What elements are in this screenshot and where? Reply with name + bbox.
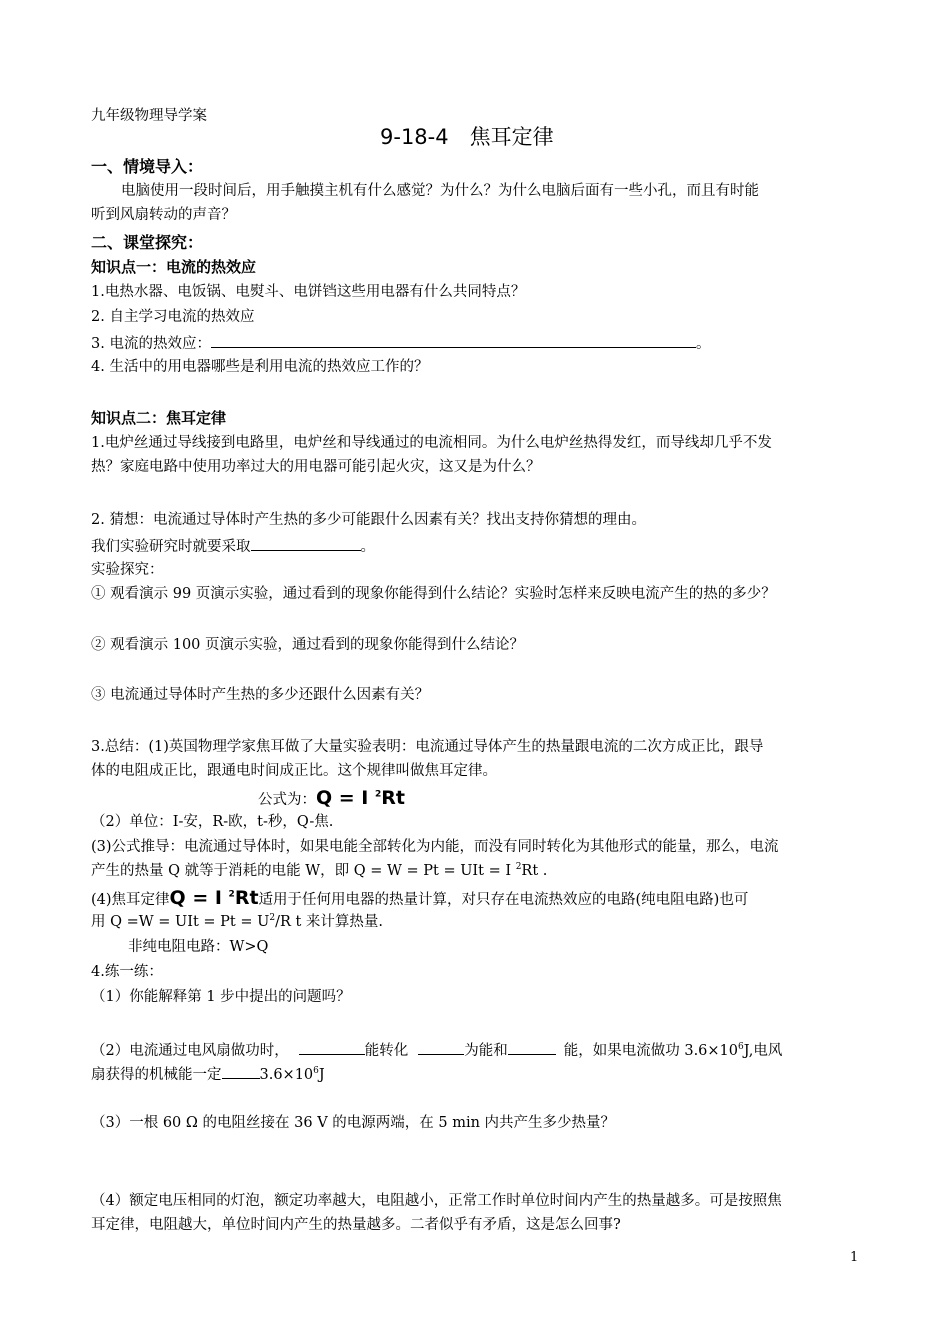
formula-line: [258, 786, 405, 812]
kp2-q2-line1: 2. 猜想：电流通过导体时产生热的多少可能跟什么因素有关？找出支持你猜想的理由。: [91, 512, 646, 528]
experiment-1: ① 观看演示 99 页演示实验，通过看到的现象你能得到什么结论？实验时怎样来反映电流产生的热的多少？: [91, 586, 776, 602]
section2-heading: 二、课堂探究：: [91, 233, 204, 252]
kp1-q4: 4. 生活中的用电器哪些是利用电流的热效应工作的？: [91, 359, 429, 375]
kp1-heading: 知识点一：电流的热效应: [91, 258, 257, 276]
page-number: 1: [850, 1250, 859, 1265]
kp2-q2-prefix: 我们实验研究时就要采取: [91, 539, 251, 555]
pr2-blank-4[interactable]: [222, 1063, 260, 1079]
derive-line1: (3)公式推导：电流通过导体时，如果电能全部转化为内能，而没有同时转化为其他形式的能量，那么，电流: [91, 839, 779, 855]
law-formula-a: Q = I: [169, 887, 229, 909]
experiment-2: ② 观看演示 100 页演示实验，通过看到的现象你能得到什么结论？: [91, 637, 525, 653]
pr2-exponent-1: 6: [738, 1042, 744, 1053]
page-title: 9-18-4 焦耳定律: [380, 125, 554, 149]
law-prefix: (4)焦耳定律: [91, 892, 170, 908]
derive-exponent: 2: [515, 862, 522, 873]
law-formula-exponent: 2: [228, 889, 235, 900]
pr2-line2-b: 3.6×10: [259, 1067, 314, 1083]
kp2-q2-line2: [91, 535, 375, 557]
section1-heading: 一、情境导入：: [91, 157, 204, 176]
kp1-q3-blank[interactable]: [211, 332, 696, 348]
law-suffix: 适用于任何用电器的热量计算，对只存在电流热效应的电路(纯电阻电路)也可: [258, 892, 749, 908]
practice-1: （1）你能解释第 1 步中提出的问题吗？: [91, 989, 351, 1005]
kp1-q3: [91, 332, 710, 354]
formula-label: 公式为：: [258, 792, 316, 808]
pr2-text-b: 能转化: [364, 1043, 409, 1059]
pr2-blank-3[interactable]: [508, 1039, 556, 1055]
pr2-blank-2[interactable]: [418, 1039, 464, 1055]
summary-line1: 3.总结：(1)英国物理学家焦耳做了大量实验表明：电流通过导体产生的热量跟电流的二次方成正比，跟导: [91, 739, 764, 755]
pr2-text-c: 为能和: [464, 1043, 508, 1059]
kp2-q2-blank[interactable]: [251, 535, 361, 551]
grade-label: 九年级物理导学案: [91, 108, 207, 124]
unit-line: （2）单位：I-安，R-欧，t-秒，Q-焦.: [91, 814, 334, 830]
pr2-text-a: （2）电流通过电风扇做功时，: [91, 1043, 289, 1059]
pr2-exponent-2: 6: [313, 1066, 319, 1077]
experiment-label: 实验探究：: [91, 562, 164, 578]
practice-label: 4.练一练：: [91, 964, 163, 980]
kp1-q3-prefix: 3. 电流的热效应：: [91, 336, 211, 352]
law-line2: [91, 912, 383, 932]
practice-4-line1: （4）额定电压相同的灯泡，额定功率越大，电阻越小，正常工作时单位时间内产生的热量越多。可是按照焦: [91, 1193, 782, 1209]
law-line2-a: 用 Q =W = UIt = Pt = U: [91, 914, 270, 930]
pr2-line2-a: 扇获得的机械能一定: [91, 1067, 222, 1083]
law-line1: [91, 886, 748, 912]
practice-2-line1: [91, 1039, 782, 1061]
section1-paragraph-line2: 听到风扇转动的声音？: [91, 207, 236, 223]
section1-paragraph-line1: 电脑使用一段时间后，用手触摸主机有什么感觉？为什么？为什么电脑后面有一些小孔，而且有时能: [121, 183, 759, 199]
pr2-line2-c: J: [318, 1067, 325, 1083]
formula-part-b: Rt: [381, 787, 405, 809]
kp1-q2: 2. 自主学习电流的热效应: [91, 309, 255, 325]
pr2-text-d: 能，如果电流做功 3.6×10: [563, 1043, 739, 1059]
experiment-3: ③ 电流通过导体时产生热的多少还跟什么因素有关？: [91, 687, 430, 703]
law-line2-exponent: 2: [269, 913, 276, 924]
kp2-q1-line1: 1.电炉丝通过导线接到电路里，电炉丝和导线通过的电流相同。为什么电炉丝热得发红，而导线却几乎不发: [91, 435, 772, 451]
derive-text-b: Rt .: [521, 863, 548, 879]
law-formula-b: Rt: [234, 887, 259, 909]
kp2-heading: 知识点二：焦耳定律: [91, 409, 227, 427]
formula-exponent: 2: [375, 789, 382, 800]
practice-2-line2: [91, 1063, 325, 1085]
kp1-q1: 1.电热水器、电饭锅、电熨斗、电饼铛这些用电器有什么共同特点？: [91, 284, 526, 300]
summary-line2: 体的电阻成正比，跟通电时间成正比。这个规律叫做焦耳定律。: [91, 763, 497, 779]
law-formula: [170, 887, 259, 909]
practice-4-line2: 耳定律，电阻越大，单位时间内产生的热量越多。二者似乎有矛盾，这是怎么回事?: [91, 1217, 621, 1233]
non-pure-circuit: 非纯电阻电路：W>Q: [128, 939, 269, 955]
formula-part-a: Q = I: [316, 787, 375, 809]
kp2-q2-suffix: 。: [360, 539, 375, 555]
practice-3: （3）一根 60 Ω 的电阻丝接在 36 V 的电源两端，在 5 min 内共产生多少热量？: [91, 1115, 616, 1131]
kp2-q1-line2: 热？家庭电路中使用功率过大的用电器可能引起火灾，这又是为什么？: [91, 459, 541, 475]
pr2-blank-1[interactable]: [299, 1039, 365, 1055]
formula-main: [316, 787, 405, 809]
derive-text-a: 产生的热量 Q 就等于消耗的电能 W，即 Q = W = Pt = UIt = I: [91, 863, 516, 879]
kp1-q3-suffix: 。: [695, 336, 711, 352]
pr2-text-e: J,电风: [743, 1043, 783, 1059]
law-line2-b: /R t 来计算热量.: [275, 914, 384, 930]
derive-line2: [91, 861, 547, 881]
